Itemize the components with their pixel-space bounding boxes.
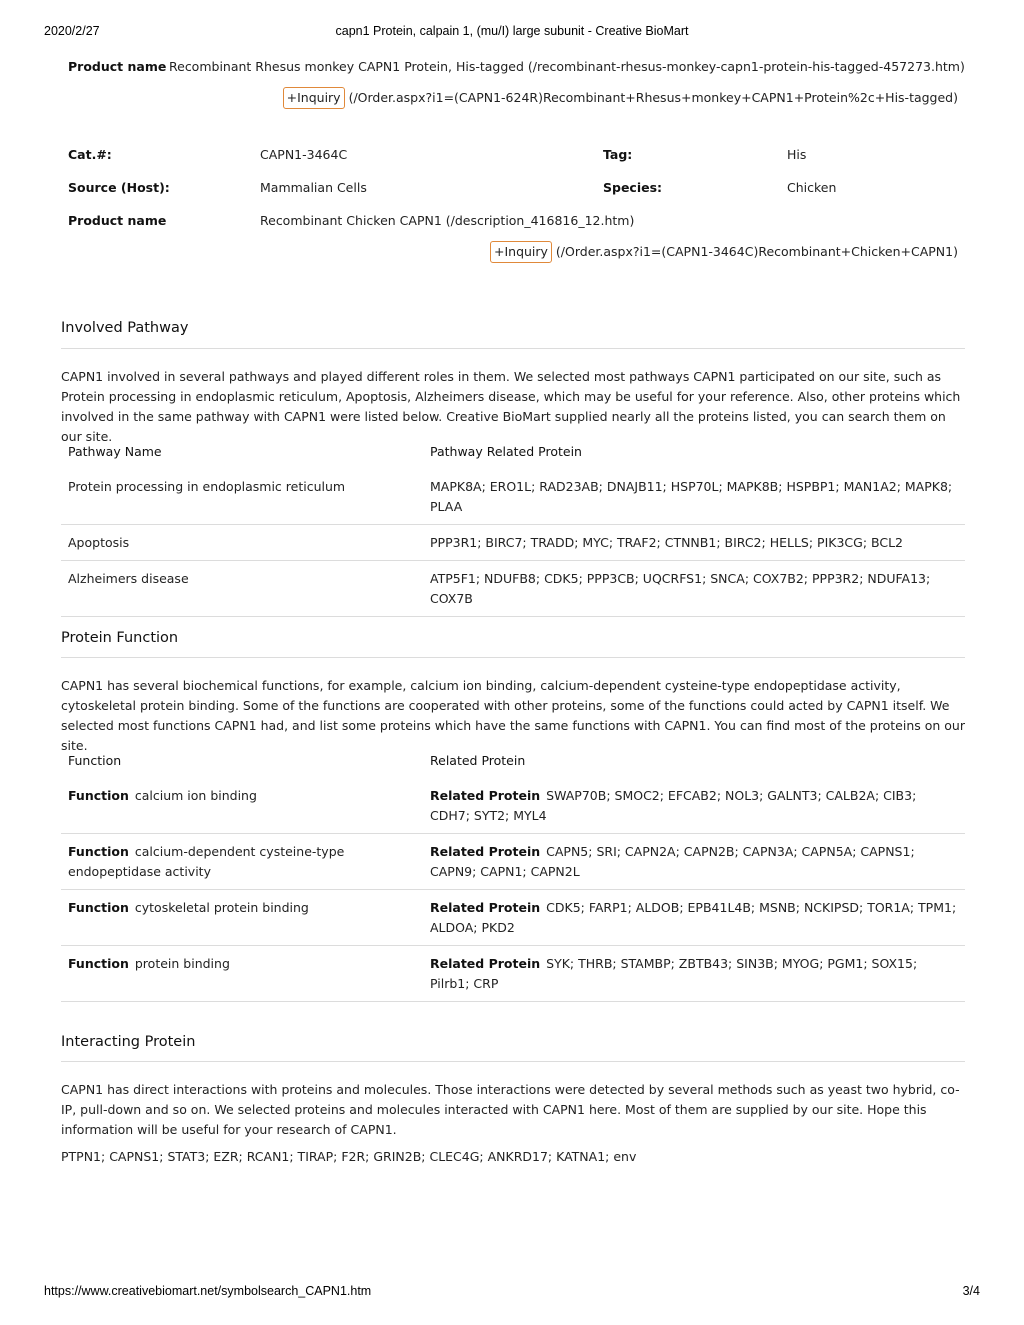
function-value: calcium ion binding [134,788,257,803]
related-row-label: Related Protein [430,900,541,915]
pathway-col-name: Pathway Name [68,444,162,459]
related-value: SWAP70B; SMOC2; EFCAB2; NOL3; GALNT3; CALB2A; CIB3; CDH7; SYT2; MYL4 [430,788,917,823]
function-row-label: Function [68,900,129,915]
table-row [61,469,965,525]
function-value: protein binding [134,956,230,971]
table-row [61,834,965,890]
print-page-number: 3/4 [962,1284,980,1298]
pathway-related: PPP3R1; BIRC7; TRADD; MYC; TRAF2; CTNNB1; BIRC2; HELLS; PIK3CG; BCL2 [423,525,965,561]
print-date: 2020/2/27 [44,24,100,38]
tag-value: His [787,147,807,162]
print-header [44,24,980,42]
function-value: cytoskeletal protein binding [134,900,309,915]
product-b-inquiry-button[interactable]: +Inquiry [490,241,552,263]
interacting-description: CAPN1 has direct interactions with proteins and molecules. Those interactions were detected by several methods such as yeast two hybrid, co-IP, pull-down and so on. We selected proteins and molecules interacted with CAPN1 here. Most of them are supplied by our site. Hope this information will be useful for your research of CAPN1. [61,1082,960,1137]
related-row-label: Related Protein [430,788,541,803]
product-a-inquiry-button[interactable]: +Inquiry [283,87,345,109]
pathway-name: Apoptosis [61,525,423,561]
product-a-inquiry-row [283,87,958,109]
function-section-title: Protein Function [61,630,179,646]
product-b-name-link[interactable]: Recombinant Chicken CAPN1 (/description_416816_12.htm) [260,213,635,228]
pathway-table [61,434,965,617]
source-label: Source (Host): [68,180,170,195]
function-row-label: Function [68,956,129,971]
function-table [61,743,965,1002]
pathway-description: CAPN1 involved in several pathways and played different roles in them. We selected most pathways CAPN1 participated on our site, such as Protein processing in endoplasmic reticulum, Apoptosis, Alzheimers disease, which may be useful for your reference. Also, other proteins which involved in the same pathway with CAPN1 were listed below. Creative BioMart supplied nearly all the proteins listed, you can search them on our site. [61,369,961,444]
interacting-section-title: Interacting Protein [61,1034,196,1050]
related-row-label: Related Protein [430,956,541,971]
function-divider [61,657,965,658]
table-row [61,890,965,946]
pathway-related: MAPK8A; ERO1L; RAD23AB; DNAJB11; HSP70L; MAPK8B; HSPBP1; MAN1A2; MAPK8; PLAA [423,469,965,525]
species-value: Chicken [787,180,837,195]
tag-label: Tag: [603,147,633,162]
product-b-inquiry-row [490,241,958,263]
pathway-section-title: Involved Pathway [61,320,189,336]
pathway-name: Protein processing in endoplasmic reticulum [61,469,423,525]
table-row [61,561,965,617]
interacting-divider [61,1061,965,1062]
print-title: capn1 Protein, calpain 1, (mu/I) large subunit - Creative BioMart [335,24,689,38]
table-row [61,946,965,1002]
pathway-col-related: Pathway Related Protein [430,444,582,459]
function-value: calcium-dependent cysteine-type endopeptidase activity [68,844,345,879]
related-row-label: Related Protein [430,844,541,859]
related-value: CDK5; FARP1; ALDOB; EPB41L4B; MSNB; NCKIPSD; TOR1A; TPM1; ALDOA; PKD2 [430,900,957,935]
product-a-name-label: Product name [68,59,167,74]
interacting-protein-list: PTPN1; CAPNS1; STAT3; EZR; RCAN1; TIRAP; F2R; GRIN2B; CLEC4G; ANKRD17; KATNA1; env [61,1149,637,1164]
table-row [61,525,965,561]
product-a-name-link[interactable]: Recombinant Rhesus monkey CAPN1 Protein, His-tagged (/recombinant-rhesus-monkey-capn1-protein-his-tagged-457273.htm) [169,59,965,74]
product-a-order-link[interactable]: (/Order.aspx?i1=(CAPN1-624R)Recombinant+Rhesus+monkey+CAPN1+Protein%2c+His-tagged) [348,90,958,105]
print-url: https://www.creativebiomart.net/symbolsearch_CAPN1.htm [44,1284,372,1298]
pathway-related: ATP5F1; NDUFB8; CDK5; PPP3CB; UQCRFS1; SNCA; COX7B2; PPP3R2; NDUFA13; COX7B [423,561,965,617]
related-value: CAPN5; SRI; CAPN2A; CAPN2B; CAPN3A; CAPN5A; CAPNS1; CAPN9; CAPN1; CAPN2L [430,844,915,879]
pathway-divider [61,348,965,349]
function-row-label: Function [68,788,129,803]
function-col-related: Related Protein [430,753,526,768]
function-row-label: Function [68,844,129,859]
cat-value: CAPN1-3464C [260,147,348,162]
cat-label: Cat.#: [68,147,112,162]
function-description: CAPN1 has several biochemical functions, for example, calcium ion binding, calcium-dependent cysteine-type endopeptidase activity, cytoskeletal protein binding. Some of the functions are cooperated with other proteins, some of the functions could acted by CAPN1 itself. We selected most functions CAPN1 had, and list some proteins which have the same functions with CAPN1. You can find most of the proteins on our site. [61,678,965,753]
product-b-order-link[interactable]: (/Order.aspx?i1=(CAPN1-3464C)Recombinant+Chicken+CAPN1) [555,244,958,259]
pathway-name: Alzheimers disease [61,561,423,617]
species-label: Species: [603,180,663,195]
function-col-function: Function [68,753,122,768]
print-footer [44,1284,980,1302]
related-value: SYK; THRB; STAMBP; ZBTB43; SIN3B; MYOG; PGM1; SOX15; Pilrb1; CRP [430,956,918,991]
product-b-name-label: Product name [68,213,167,228]
source-value: Mammalian Cells [260,180,367,195]
table-row [61,778,965,834]
